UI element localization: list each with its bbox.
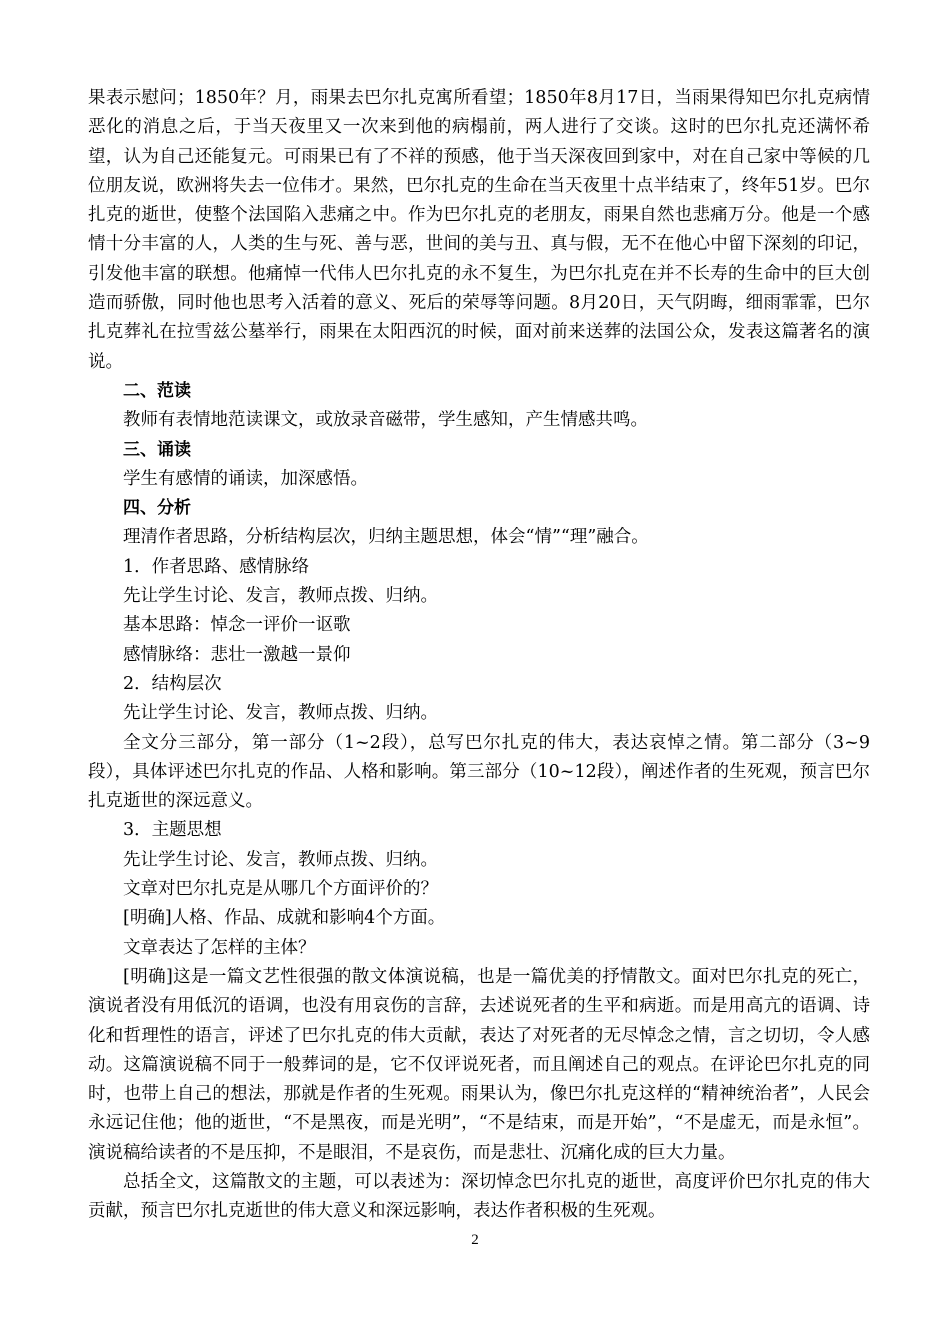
page-number: 2 xyxy=(471,1232,479,1248)
paragraph: 理清作者思路，分析结构层次，归纳主题思想，体会“情”“理”融合。 xyxy=(123,527,649,548)
paragraph: 先让学生讨论、发言，教师点拨、归纳。 xyxy=(123,849,438,870)
heading-recitation: 三、诵读 xyxy=(123,439,191,460)
paragraph: [明确]人格、作品、成就和影响4个方面。 xyxy=(123,908,446,929)
subheading: 3．主题思想 xyxy=(123,820,222,841)
paragraph-background: 果表示慰问；1850年？月，雨果去巴尔扎克寓所看望；1850年8月17日，当雨果得知巴尔扎克病情恶化的消息之后，于当天夜里又一次来到他的病榻前，两人进行了交谈。这时的巴尔扎克还满怀希望，认为自己还能复元。可雨果已有了不祥的预感，他于当天深夜回到家中，对在自己家中等候的几位朋友说，欧洲将失去一位伟才。果然，巴尔扎克的生命在当天夜里十点半结束了，终年51岁。巴尔扎克的逝世，使整个法国陷入悲痛之中。作为巴尔扎克的老朋友，雨果自然也悲痛万分。他是一个感情十分丰富的人，人类的生与死、善与恶，世间的美与丑、真与假，无不在他心中留下深刻的印记，引发他丰富的联想。他痛悼一代伟人巴尔扎克的永不复生，为巴尔扎克在并不长寿的生命中的巨大创造而骄傲，同时他也思考入活着的意义、死后的荣辱等问题。8月20日，天气阴晦，细雨霏霏，巴尔扎克葬礼在拉雪兹公墓举行，雨果在太阳西沉的时候，面对前来送葬的法国公众，发表这篇著名的演说。 xyxy=(88,88,870,372)
heading-analysis: 四、分析 xyxy=(123,498,191,519)
subheading: 1．作者思路、感情脉络 xyxy=(123,556,310,577)
paragraph: 先让学生讨论、发言，教师点拨、归纳。 xyxy=(123,586,438,607)
paragraph: [明确]这是一篇文艺性很强的散文体演说稿，也是一篇优美的抒情散文。面对巴尔扎克的死亡，演说者没有用低沉的语调，也没有用哀伤的言辞，去述说死者的生平和病逝。而是用高亢的语调、诗化和哲理性的语言，评述了巴尔扎克的伟大贡献，表达了对死者的无尽悼念之情，言之切切，令人感动。这篇演说稿不同于一般葬词的是，它不仅评说死者，而且阐述自己的观点。在评论巴尔扎克的同时，也带上自己的想法，那就是作者的生死观。雨果认为，像巴尔扎克这样的“精神统治者”，人民会永远记住他；他的逝世，“不是黑夜，而是光明”，“不是结束，而是开始”，“不是虚无，而是永恒”。演说稿给读者的不是压抑，不是眼泪，不是哀伤，而是悲壮、沉痛化成的巨大力量。 xyxy=(88,966,870,1163)
paragraph: 全文分三部分，第一部分（1~2段），总写巴尔扎克的伟大，表达哀悼之情。第二部分（3~9段），具体评述巴尔扎克的作品、人格和影响。第三部分（10~12段），阐述作者的生死观，预言巴尔扎克逝世的深远意义。 xyxy=(88,732,870,812)
paragraph: 文章对巴尔扎克是从哪几个方面评价的？ xyxy=(123,879,438,900)
paragraph: 先让学生讨论、发言，教师点拨、归纳。 xyxy=(123,703,438,724)
paragraph: 基本思路：悼念一评价一讴歌 xyxy=(123,615,351,636)
subheading: 2．结构层次 xyxy=(123,673,222,694)
document-body xyxy=(88,84,870,1227)
paragraph: 教师有表情地范读课文，或放录音磁带，学生感知，产生情感共鸣。 xyxy=(123,410,648,431)
paragraph: 学生有感情的诵读，加深感悟。 xyxy=(123,468,368,489)
heading-model-reading: 二、范读 xyxy=(123,380,191,401)
paragraph: 感情脉络：悲壮一激越一景仰 xyxy=(123,644,351,665)
paragraph: 总括全文，这篇散文的主题，可以表述为：深切悼念巴尔扎克的逝世，高度评价巴尔扎克的伟大贡献，预言巴尔扎克逝世的伟大意义和深远影响，表达作者积极的生死观。 xyxy=(88,1171,870,1222)
paragraph: 文章表达了怎样的主体？ xyxy=(123,937,316,958)
